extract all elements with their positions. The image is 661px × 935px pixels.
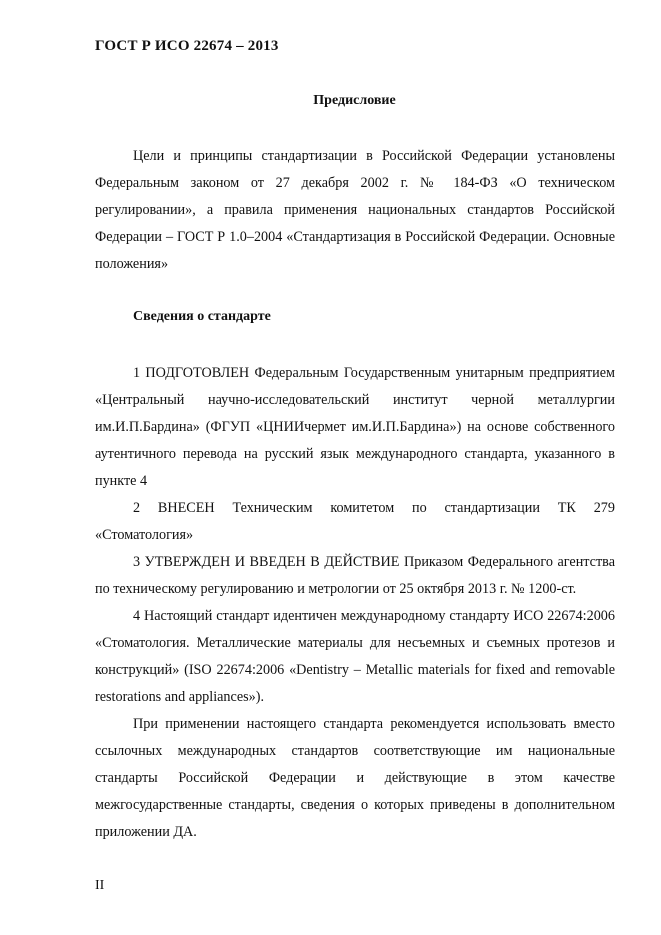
info-item-1: 1 ПОДГОТОВЛЕН Федеральным Государственным унитарным предприятием «Центральный научно-исследовательский институт черной металлургии им.И.П.Бардина» (ФГУП «ЦНИИчермет им.И.П.Бардина») на основе собственного аутентичного перевода на русский язык международного стандарта, указанного в пункте 4 — [95, 365, 615, 489]
foreword-title: Предисловие — [313, 93, 396, 108]
info-item-3: 3 УТВЕРЖДЕН И ВВЕДЕН В ДЕЙСТВИЕ Приказом Федерального агентства по техническому регулированию и метрологии от 25 октября 2013 г. № 1200-ст. — [95, 554, 615, 597]
foreword-paragraph: Цели и принципы стандартизации в Российской Федерации установлены Федеральным законом от 27 декабря 2002 г. № 184-ФЗ «О техническом регулировании», а правила применения национальных стандартов Российской Федерации – ГОСТ Р 1.0–2004 «Стандартизация в Российской Федерации. Основные положения» — [95, 148, 615, 272]
info-item-4: 4 Настоящий стандарт идентичен международному стандарту ИСО 22674:2006 «Стоматология. Металлические материалы для несъемных и съемных протезов и конструкций» (ISO 22674:2006 «Dentistry – Metallic materials for fixed and removable restorations and appliances»). — [95, 608, 615, 705]
info-item-2: 2 ВНЕСЕН Техническим комитетом по стандартизации ТК 279 «Стоматология» — [95, 500, 615, 543]
foreword-section — [95, 143, 615, 278]
info-note: При применении настоящего стандарта рекомендуется использовать вместо ссылочных международных стандартов соответствующие им национальные стандарты Российской Федерации и действующие в этом качестве межгосударственные стандарты, сведения о которых приведены в дополнительном приложении ДА. — [95, 716, 615, 840]
page-number: II — [95, 878, 105, 893]
standard-info-title: Сведения о стандарте — [133, 309, 271, 324]
document-header: ГОСТ Р ИСО 22674 – 2013 — [95, 38, 279, 54]
standard-info-section — [95, 360, 615, 846]
